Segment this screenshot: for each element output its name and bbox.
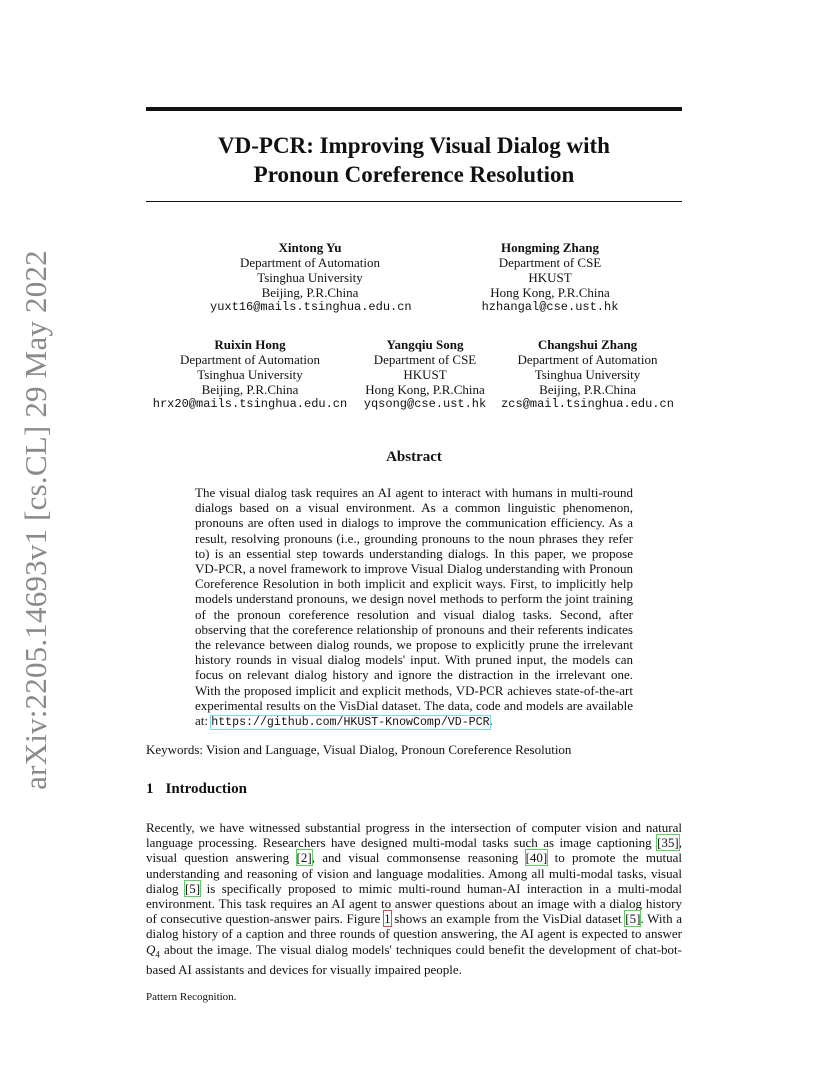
abstract-body <box>195 485 633 730</box>
paper-title-line-2: Pronoun Coreference Resolution <box>253 162 575 187</box>
arxiv-identifier-stamp <box>14 250 58 790</box>
intro-text: is specifically proposed to mimic multi-round human-AI interaction in a multi-modal environment. This task requires an AI agent to answer questions about an image with a dialog history of consecutive question-answer pairs. Figure <box>146 880 682 927</box>
intro-text: , and visual commonsense reasoning <box>311 850 526 866</box>
citation-link[interactable]: [5] <box>184 880 201 896</box>
author-location: Beijing, P.R.China <box>261 285 359 300</box>
math-q4 <box>146 941 160 960</box>
intro-text: shows an example from the VisDial dataset <box>390 911 626 927</box>
author-block <box>500 337 675 412</box>
title-top-rule <box>146 107 682 111</box>
author-name: Hongming Zhang <box>501 240 599 255</box>
intro-text: about the image. The visual dialog models' techniques could benefit the development of chat-bot-based AI assistants and devices for visually impaired people. <box>146 941 682 978</box>
citation-link[interactable]: [2] <box>296 850 312 866</box>
citation-link[interactable]: [40] <box>525 850 548 866</box>
author-email: zcs@mail.tsinghua.edu.cn <box>501 397 674 411</box>
section-number: 1 <box>146 781 154 797</box>
arxiv-identifier-text: arXiv:2205.14693v1 [cs.CL] 29 May 2022 <box>18 250 53 790</box>
figure-reference-link[interactable]: 1 <box>384 911 391 927</box>
author-institution: HKUST <box>403 367 447 382</box>
author-department: Department of Automation <box>239 255 381 270</box>
author-email: hrx20@mails.tsinghua.edu.cn <box>152 397 348 411</box>
abstract-heading: Abstract <box>386 449 442 465</box>
abstract-end: . <box>489 713 493 729</box>
author-institution: Tsinghua University <box>534 367 641 382</box>
paper-title <box>146 131 682 189</box>
author-location: Hong Kong, P.R.China <box>365 382 485 397</box>
author-location: Beijing, P.R.China <box>539 382 636 397</box>
section-heading-introduction <box>146 781 247 798</box>
intro-text: to promote the mutual understanding and reasoning of vision and language modalities. Among all multi-modal tasks, visual dialog <box>146 850 682 896</box>
repository-link[interactable]: https://github.com/HKUST-KnowComp/VD-PCR <box>211 716 490 730</box>
author-email: yuxt16@mails.tsinghua.edu.cn <box>210 300 412 314</box>
author-name: Changshui Zhang <box>537 337 638 352</box>
author-department: Department of Automation <box>179 352 321 367</box>
citation-link[interactable]: [5] <box>625 911 641 927</box>
math-variable: Q <box>146 941 156 957</box>
author-name: Ruixin Hong <box>214 337 286 352</box>
math-subscript: 4 <box>155 949 160 960</box>
author-block <box>450 240 650 315</box>
author-block <box>210 240 410 315</box>
title-bottom-rule <box>146 201 682 202</box>
author-location: Hong Kong, P.R.China <box>490 285 610 300</box>
author-email: yqsong@cse.ust.hk <box>363 397 487 411</box>
author-email: hzhangal@cse.ust.hk <box>481 300 619 314</box>
author-institution: Tsinghua University <box>197 367 303 382</box>
citation-link[interactable]: [35] <box>657 835 679 851</box>
author-name: Xintong Yu <box>278 240 342 255</box>
intro-text: Recently, we have witnessed substantial progress in the intersection of computer vision and natural language processing. Researchers have designed multi-modal tasks such as image captioning <box>146 820 682 851</box>
author-department: Department of CSE <box>498 255 602 270</box>
keywords-line: Keywords: Vision and Language, Visual Dialog, Pronoun Coreference Resolution <box>146 742 572 757</box>
author-department: Department of CSE <box>373 352 477 367</box>
introduction-paragraph <box>146 820 682 978</box>
intro-text: . With a dialog history of a caption and three rounds of question answering, the AI agent is expected to answer <box>146 911 682 942</box>
paper-title-line-1: VD-PCR: Improving Visual Dialog with <box>218 133 610 158</box>
author-block <box>355 337 495 412</box>
journal-footer: Pattern Recognition. <box>146 991 237 1003</box>
author-institution: Tsinghua University <box>257 270 363 285</box>
section-title: Introduction <box>165 781 247 797</box>
author-department: Department of Automation <box>517 352 658 367</box>
author-location: Beijing, P.R.China <box>201 382 299 397</box>
abstract-text: The visual dialog task requires an AI agent to interact with humans in multi-round dialogs based on a visual environment. As a common linguistic phenomenon, pronouns are often used in dialogs to improve the communication efficiency. As a result, resolving pronouns (i.e., grounding pronouns to the noun phrases they refer to) is an essential step towards understanding dialogs. In this paper, we propose VD-PCR, a novel framework to improve Visual Dialog understanding with Pronoun Coreference Resolution in both implicit and explicit ways. First, to implicitly help models understand pronouns, we design novel methods to perform the joint training of the pronoun coreference resolution and visual dialog tasks. Second, after observing that the coreference relationship of pronouns and their referents indicates the relevance between dialog rounds, we propose to explicitly prune the irrelevant history rounds in visual dialog models' input. With pruned input, the models can focus on relevant dialog history and ignore the distraction in the irrelevant one. With the proposed implicit and explicit methods, VD-PCR achieves state-of-the-art experimental results on the VisDial dataset. The data, code and models are available at: <box>195 485 633 729</box>
author-institution: HKUST <box>528 270 572 285</box>
intro-text: , visual question answering <box>146 835 682 866</box>
author-name: Yangqiu Song <box>386 337 464 352</box>
author-block <box>150 337 350 412</box>
